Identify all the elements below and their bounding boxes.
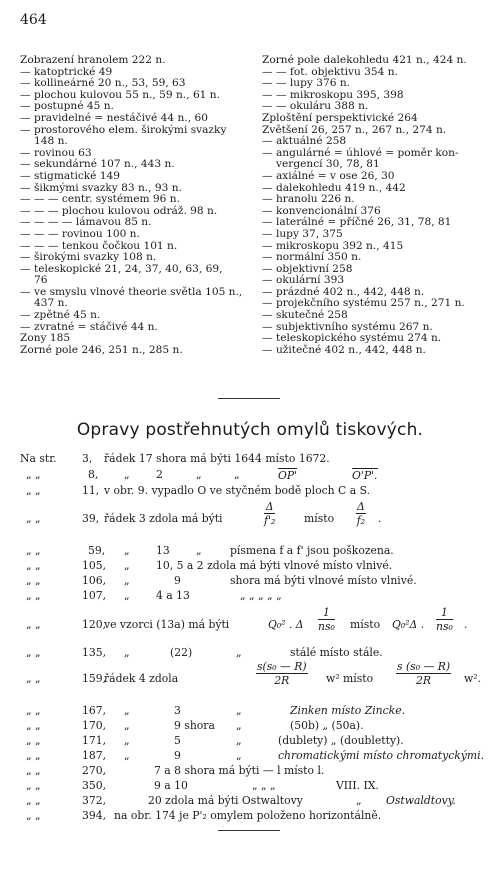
ditto-mark: „ „ bbox=[26, 734, 41, 747]
index-entry: Zony 185 bbox=[20, 332, 71, 345]
errata-line: 9 a 10 bbox=[154, 779, 188, 792]
index-entry: — lupy 37, 375 bbox=[262, 227, 343, 240]
ditto-mark: „ „ bbox=[26, 672, 41, 685]
errata-wrong: O'P'. bbox=[352, 469, 378, 482]
index-entry: — ve smyslu vlnové theorie světla 105 n., bbox=[20, 285, 243, 298]
errata-page: 350, bbox=[82, 779, 107, 792]
ditto-mark: „ bbox=[124, 646, 130, 659]
index-column-right bbox=[262, 55, 494, 356]
fraction-numerator: 1 bbox=[318, 606, 335, 620]
errata-text: ve vzorci (13a) má býti bbox=[104, 618, 230, 631]
errata-page: 170, bbox=[82, 719, 107, 732]
errata-text: řádek 3 zdola má býti bbox=[104, 512, 223, 525]
index-entry: — — lupy 376 n. bbox=[262, 77, 351, 90]
index-entry: — užitečné 402 n., 442, 448 n. bbox=[262, 343, 426, 356]
index-entry: — — — tenkou čočkou 101 n. bbox=[20, 239, 178, 252]
ditto-mark: „ „ bbox=[26, 779, 41, 792]
errata-page: 135, bbox=[82, 646, 107, 659]
formula-correct bbox=[318, 606, 335, 633]
errata-line: 4 a 13 bbox=[156, 589, 190, 602]
index-entry: Zvětšení 26, 257 n., 267 n., 274 n. bbox=[262, 123, 447, 136]
ditto-mark: „ „ bbox=[26, 468, 41, 481]
ditto-mark: „ „ bbox=[26, 559, 41, 572]
errata-page: 107, bbox=[82, 589, 107, 602]
index-entry: — axiálné = v ose 26, 30 bbox=[262, 169, 395, 182]
errata-text: stálé místo stále. bbox=[290, 646, 383, 659]
ditto-mark: „ bbox=[124, 544, 130, 557]
errata-text: Zinken místo Zincke. bbox=[290, 704, 406, 717]
errata-instead: místo bbox=[350, 618, 381, 631]
index-entry: — — okuláru 388 n. bbox=[262, 100, 369, 113]
errata-line: 13 bbox=[156, 544, 170, 557]
index-entry: — plochou kulovou 55 n., 59 n., 61 n. bbox=[20, 88, 220, 101]
errata-page: 106, bbox=[82, 574, 107, 587]
index-entry: Zorné pole 246, 251 n., 285 n. bbox=[20, 343, 183, 356]
errata-text: chromatickými místo chromatyckými. bbox=[278, 749, 485, 762]
errata-page: 8, bbox=[88, 468, 99, 481]
errata-line: 9 bbox=[174, 749, 181, 762]
index-entry: vergencí 30, 78, 81 bbox=[276, 158, 380, 171]
ditto-mark: „ „ bbox=[26, 704, 41, 717]
ditto-mark: „ „ bbox=[26, 764, 41, 777]
errata-label: Na str. bbox=[20, 452, 57, 465]
index-entry: — prázdné 402 n., 442, 448 n. bbox=[262, 285, 425, 298]
ditto-mark: „ „ bbox=[26, 719, 41, 732]
index-entry: — skutečné 258 bbox=[262, 309, 348, 322]
formula-prefix: Q₀²Δ . bbox=[392, 618, 425, 631]
ditto-mark: „ bbox=[124, 468, 130, 481]
errata-page: 59, bbox=[88, 544, 106, 557]
index-entry: — — fot. objektivu 354 n. bbox=[262, 65, 398, 78]
index-entry: — zpětné 45 n. bbox=[20, 309, 101, 322]
index-entry: — mikroskopu 392 n., 415 bbox=[262, 239, 404, 252]
ditto-mark: „ bbox=[124, 574, 130, 587]
errata-line: 2 bbox=[156, 468, 163, 481]
index-entry: — zvratné = stáčivé 44 n. bbox=[20, 320, 158, 333]
errata-page: 270, bbox=[82, 764, 107, 777]
index-entry: — — — — lámavou 85 n. bbox=[20, 216, 152, 229]
ditto-mark: „ bbox=[236, 734, 242, 747]
fraction-denominator: 2R bbox=[416, 674, 432, 687]
ditto-mark: „ bbox=[124, 734, 130, 747]
index-entry: — normální 350 n. bbox=[262, 251, 362, 264]
ditto-mark: „ „ bbox=[26, 544, 41, 557]
errata-text: (50b) „ (50a). bbox=[290, 719, 364, 732]
ditto-mark: „ „ bbox=[26, 589, 41, 602]
errata-heading: Opravy postřehnutých omylů tiskových. bbox=[76, 420, 424, 440]
ditto-mark: „ bbox=[124, 719, 130, 732]
errata-page: 372, bbox=[82, 794, 107, 807]
errata-instead: w² místo bbox=[326, 672, 374, 685]
errata-page: 105, bbox=[82, 559, 107, 572]
index-entry: — postupné 45 n. bbox=[20, 100, 114, 113]
ditto-mark: „ „ bbox=[26, 618, 41, 631]
fraction-denominator: f₂ bbox=[356, 514, 366, 527]
index-entry: — teleskopické 21, 24, 37, 40, 63, 69, bbox=[20, 262, 223, 275]
index-entry: — projekčního systému 257 n., 271 n. bbox=[262, 297, 465, 310]
errata-page: 39, bbox=[82, 512, 100, 525]
punctuation: . bbox=[464, 618, 468, 631]
ditto-mark: „ „ bbox=[26, 794, 41, 807]
index-entry: — konvencionální 376 bbox=[262, 204, 381, 217]
section-divider bbox=[218, 398, 280, 399]
index-entry: — širokými svazky 108 n. bbox=[20, 251, 157, 264]
index-entry: — stigmatické 149 bbox=[20, 169, 121, 182]
index-entry: Zorné pole dalekohledu 421 n., 424 n. bbox=[262, 54, 467, 66]
ditto-mark: „ bbox=[356, 794, 362, 807]
errata-page: 159, bbox=[82, 672, 107, 685]
ditto-mark: „ bbox=[236, 749, 242, 762]
errata-text: Ostwaldtovy. bbox=[386, 794, 456, 807]
errata-line: (22) bbox=[170, 646, 193, 659]
index-entry: — katoptrické 49 bbox=[20, 65, 113, 78]
index-entry: — — — plochou kulovou odráž. 98 n. bbox=[20, 204, 218, 217]
ditto-mark: „ „ bbox=[26, 749, 41, 762]
fraction-denominator: f'₂ bbox=[264, 514, 276, 527]
fraction-numerator: Δ bbox=[357, 500, 365, 513]
ditto-mark: „ „ bbox=[26, 646, 41, 659]
ditto-marks: „ „ „ bbox=[252, 779, 276, 792]
fraction-denominator: ns₀ bbox=[436, 620, 453, 633]
index-entry: Zploštění perspektivické 264 bbox=[262, 111, 418, 124]
errata-text: v obr. 9. vypadlo O ve styčném bodě ploch C a S. bbox=[104, 484, 371, 497]
index-entry: — — mikroskopu 395, 398 bbox=[262, 88, 404, 101]
index-entry: — hranolu 226 n. bbox=[262, 193, 355, 206]
errata-text: písmena f a f' jsou poškozena. bbox=[230, 544, 394, 557]
ditto-mark: „ bbox=[236, 646, 242, 659]
fraction-numerator: Δ bbox=[265, 500, 274, 513]
errata-text: na obr. 174 je P'₂ omylem položeno horizontálně. bbox=[114, 809, 382, 822]
index-entry: — objektivní 258 bbox=[262, 262, 353, 275]
errata-text: 7 a 8 shora má býti — l místo l. bbox=[154, 764, 325, 777]
formula-wrong bbox=[436, 606, 453, 633]
ditto-mark: „ „ bbox=[26, 574, 41, 587]
index-entry: 437 n. bbox=[34, 297, 68, 310]
ditto-mark: „ bbox=[124, 589, 130, 602]
fraction-numerator: 1 bbox=[436, 606, 453, 620]
errata-page: 120, bbox=[82, 618, 107, 631]
formula-suffix: w². bbox=[464, 672, 482, 685]
errata-line: 9 bbox=[174, 574, 181, 587]
ditto-mark: „ bbox=[196, 544, 202, 557]
formula-wrong bbox=[396, 660, 451, 687]
errata-line: 5 bbox=[174, 734, 181, 747]
ditto-mark: „ bbox=[236, 704, 242, 717]
errata-line: 3 bbox=[174, 704, 181, 717]
index-entry: — šikmými svazky 83 n., 93 n. bbox=[20, 181, 182, 194]
formula-correct bbox=[256, 660, 308, 687]
ditto-mark: „ „ bbox=[26, 484, 41, 497]
ditto-mark: „ „ bbox=[26, 809, 41, 822]
index-entry: — aktuálné 258 bbox=[262, 135, 347, 148]
index-entry: — — — rovinou 100 n. bbox=[20, 227, 140, 240]
index-entry: — rovinou 63 bbox=[20, 146, 92, 159]
index-entry: — pravidelné = nestáčivé 44 n., 60 bbox=[20, 111, 208, 124]
ditto-mark: „ bbox=[124, 704, 130, 717]
index-entry: — — — centr. systémem 96 n. bbox=[20, 193, 180, 206]
errata-text: VIII. IX. bbox=[336, 779, 379, 792]
errata-text: řádek 17 shora má býti 1644 místo 1672. bbox=[104, 452, 330, 465]
errata-text: (dublety) „ (doubletty). bbox=[278, 734, 404, 747]
ditto-mark: „ bbox=[236, 719, 242, 732]
index-entry: 148 n. bbox=[34, 135, 68, 148]
index-entry: 76 bbox=[34, 274, 48, 287]
index-entry: — sekundárné 107 n., 443 n. bbox=[20, 158, 175, 171]
ditto-mark: „ bbox=[234, 468, 240, 481]
ditto-marks: „ „ „ „ „ bbox=[240, 589, 282, 602]
fraction-denominator: ns₀ bbox=[318, 620, 335, 633]
ditto-mark: „ bbox=[124, 559, 130, 572]
errata-correct: OP' bbox=[278, 469, 298, 482]
index-entry: — prostorového elem. širokými svazky bbox=[20, 123, 227, 136]
errata-line: 20 zdola má býti Ostwaltovy bbox=[148, 794, 303, 807]
ditto-mark: „ bbox=[124, 749, 130, 762]
formula-wrong bbox=[356, 500, 366, 527]
index-entry: — laterálné = příčné 26, 31, 78, 81 bbox=[262, 216, 452, 229]
index-entry: — subjektivního systému 267 n. bbox=[262, 320, 433, 333]
errata-page: 394, bbox=[82, 809, 107, 822]
errata-text: řádek 4 zdola bbox=[104, 672, 179, 685]
ditto-mark: „ bbox=[196, 468, 202, 481]
index-entry: — kollineárné 20 n., 53, 59, 63 bbox=[20, 77, 186, 90]
page-number: 464 bbox=[20, 12, 47, 28]
index-entry: — teleskopického systému 274 n. bbox=[262, 332, 442, 345]
formula-correct bbox=[264, 500, 275, 527]
index-entry: — angulárné = úhlové = poměr kon- bbox=[262, 146, 459, 159]
punctuation: . bbox=[378, 512, 382, 525]
index-entry: — dalekohledu 419 n., 442 bbox=[262, 181, 406, 194]
fraction-numerator: s(s₀ — R) bbox=[257, 660, 307, 673]
errata-text: shora má býti vlnové místo vlnivé. bbox=[230, 574, 417, 587]
errata-line: 9 shora bbox=[174, 719, 215, 732]
errata-page: 3, bbox=[82, 452, 93, 465]
ditto-mark: „ „ bbox=[26, 512, 41, 525]
index-entry: Zobrazení hranolem 222 n. bbox=[20, 54, 166, 66]
index-column-left bbox=[20, 55, 250, 356]
errata-text: 10, 5 a 2 zdola má býti vlnové místo vlnivé. bbox=[156, 559, 393, 572]
errata-instead: místo bbox=[304, 512, 335, 525]
errata-page: 171, bbox=[82, 734, 107, 747]
formula-prefix: Q₀² . Δ bbox=[268, 618, 304, 631]
errata-page: 11, bbox=[82, 484, 100, 497]
fraction-denominator: 2R bbox=[274, 674, 290, 687]
bottom-divider bbox=[218, 830, 280, 831]
index-entry: — okulární 393 bbox=[262, 274, 345, 287]
errata-page: 187, bbox=[82, 749, 107, 762]
fraction-numerator: s (s₀ — R) bbox=[397, 660, 451, 673]
errata-page: 167, bbox=[82, 704, 107, 717]
